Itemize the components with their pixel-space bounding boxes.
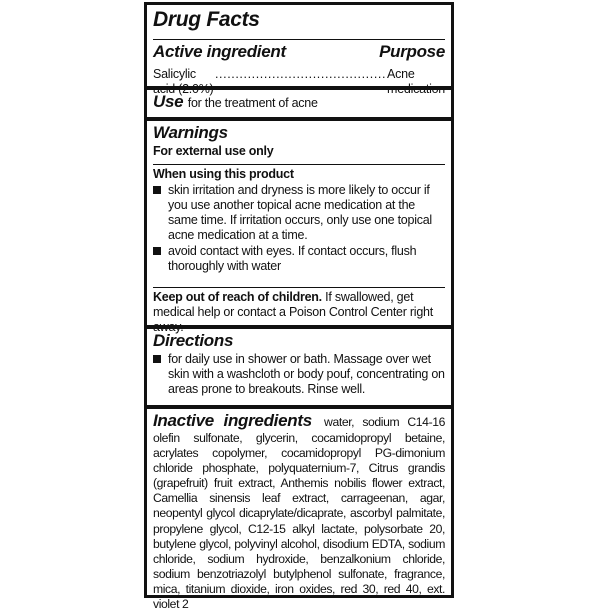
title-divider	[153, 39, 445, 40]
use-text: for the treatment of acne	[187, 96, 318, 110]
external-use-text: For external use only	[153, 144, 274, 158]
warnings-heading: Warnings	[153, 123, 228, 142]
use-divider	[147, 117, 451, 121]
inactive-ingredients-section	[153, 411, 445, 612]
directions-bullet	[153, 352, 445, 397]
panel-title: Drug Facts	[153, 8, 260, 31]
square-bullet-icon	[153, 186, 161, 194]
active-divider	[147, 86, 451, 90]
square-bullet-icon	[153, 355, 161, 363]
warning-bullet-text: skin irritation and dryness is more likely to occur if you use another topical acne medication at the same time. If irritation occurs, only use one topical acne medication at a time.	[168, 183, 432, 242]
keep-out-text: If swallowed, get medical help or contact a Poison Control Center right	[153, 290, 433, 319]
leader-dots: ..........................................	[214, 67, 387, 81]
warnings-section	[153, 123, 445, 159]
active-ingredient-heading: Active ingredient	[153, 42, 286, 61]
warning-bullet-text: avoid contact with eyes. If contact occurs, flush thoroughly with water	[168, 244, 417, 273]
square-bullet-icon	[153, 247, 161, 255]
keep-out-divider	[147, 325, 451, 329]
warnings-divider	[153, 287, 445, 288]
purpose-heading: Purpose	[379, 42, 445, 61]
warning-bullet	[153, 183, 445, 243]
keep-out-heading: Keep out of reach of children.	[153, 290, 322, 304]
active-ingredient-name: Salicylic	[153, 67, 196, 81]
use-heading: Use	[153, 92, 184, 111]
inactive-ingredients-heading: Inactive ingredients	[153, 411, 312, 430]
active-ingredient-purpose: Acne	[387, 67, 415, 81]
when-using-section	[153, 167, 445, 274]
warning-bullet	[153, 244, 445, 274]
title-section	[153, 8, 445, 32]
directions-text: for daily use in shower or bath. Massage over wet skin with a washcloth or body pouf, concentrating on areas prone to breakouts. Rinse well.	[168, 352, 445, 396]
use-section	[153, 92, 445, 112]
external-divider	[153, 164, 445, 165]
inactive-ingredients-text: water, sodium C14-16 olefin sulfonate, glycerin, cocamidopropyl betaine, acrylates copolymer, cocamidopropyl PG-dimonium chloride phosphate, polyquaternium-7, Citrus grandis (grapefruit) fruit extract, Anthemis nobilis flower extract, Camellia sinensis leaf extract, carrageenan, agar, neopentyl glycol dicaprylate/dicaprate, ascorbyl palmitate, propylene glycol, C12-15 alkyl lactate, polysorbate 20, butylene glycol, polyvinyl alcohol, disodium EDTA, sodium chloride, sodium hydroxide, benzalkonium chloride, sodium benzotriazolyl butylphenol sulfonate, fragrance, mica, titanium dioxide, iron oxides, red 30, red 40, ext. violet 2	[153, 415, 445, 612]
drug-facts-panel	[144, 2, 454, 612]
directions-section	[153, 331, 445, 397]
directions-divider	[147, 405, 451, 409]
when-using-heading: When using this product	[153, 167, 294, 181]
directions-heading: Directions	[153, 331, 234, 350]
